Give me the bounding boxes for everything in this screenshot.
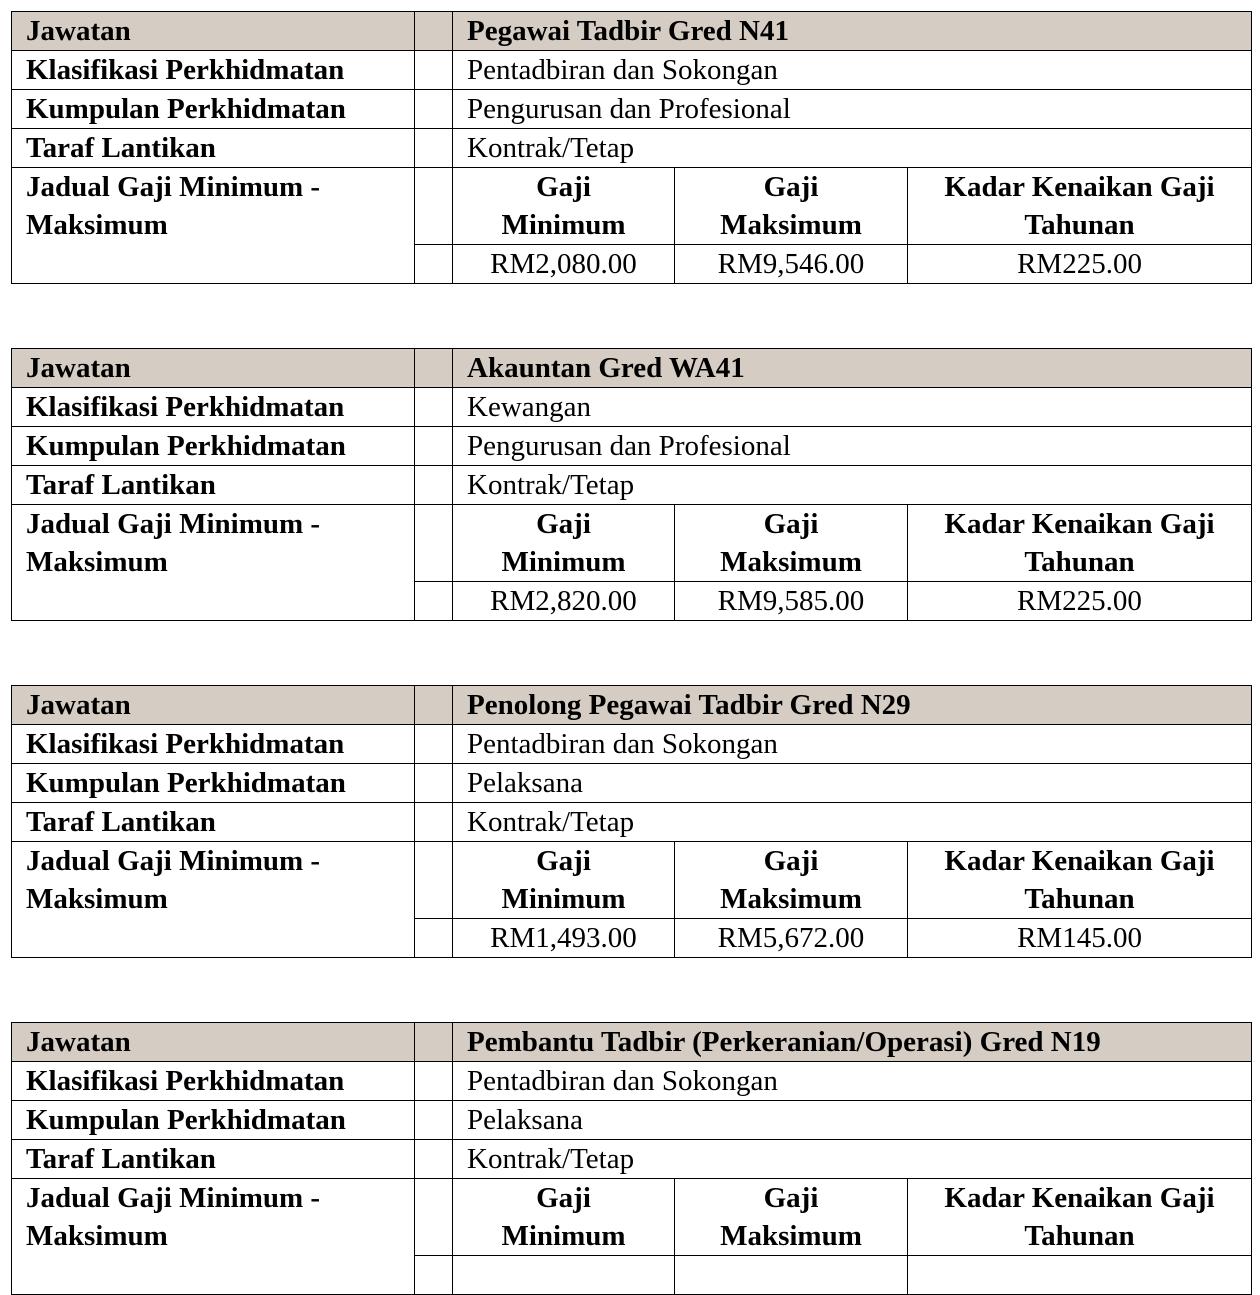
row-jadual-header xyxy=(12,505,1252,582)
job-table-4 xyxy=(11,1022,1252,1295)
label-jadual-gaji xyxy=(12,1179,415,1295)
kadar-kenaikan-value xyxy=(908,1256,1252,1295)
taraf-value: Kontrak/Tetap xyxy=(453,803,1252,842)
header-gaji-maksimum xyxy=(675,842,908,919)
kumpulan-value: Pelaksana xyxy=(453,1101,1252,1140)
label-taraf: Taraf Lantikan xyxy=(12,803,415,842)
spacer-cell xyxy=(415,168,453,245)
spacer-cell xyxy=(415,427,453,466)
row-klasifikasi xyxy=(12,725,1252,764)
header-gaji-maksimum-line2: Maksimum xyxy=(720,209,862,241)
taraf-value: Kontrak/Tetap xyxy=(453,129,1252,168)
label-jadual-line2: Maksimum xyxy=(26,883,168,915)
gaji-maksimum-value: RM5,672.00 xyxy=(675,919,908,958)
header-kadar-line1: Kadar Kenaikan Gaji xyxy=(944,845,1215,877)
header-kadar-line1: Kadar Kenaikan Gaji xyxy=(944,1182,1215,1214)
klasifikasi-value: Pentadbiran dan Sokongan xyxy=(453,725,1252,764)
spacer-cell xyxy=(415,51,453,90)
klasifikasi-value: Pentadbiran dan Sokongan xyxy=(453,1062,1252,1101)
label-jadual-line1: Jadual Gaji Minimum - xyxy=(26,171,321,203)
header-kadar-line2: Tahunan xyxy=(1024,883,1135,915)
gaji-minimum-value: RM2,820.00 xyxy=(453,582,675,621)
job-table-1 xyxy=(11,11,1252,284)
label-klasifikasi: Klasifikasi Perkhidmatan xyxy=(12,388,415,427)
header-gaji-maksimum xyxy=(675,505,908,582)
label-jadual-line2: Maksimum xyxy=(26,209,168,241)
header-gaji-minimum-line2: Minimum xyxy=(501,546,626,578)
header-gaji-maksimum-line1: Gaji xyxy=(763,508,819,540)
header-gaji-maksimum xyxy=(675,168,908,245)
spacer-cell xyxy=(415,90,453,129)
header-gaji-minimum-line2: Minimum xyxy=(501,1220,626,1252)
row-klasifikasi xyxy=(12,51,1252,90)
row-klasifikasi xyxy=(12,388,1252,427)
spacer-cell xyxy=(415,1256,453,1295)
gaji-minimum-value: RM1,493.00 xyxy=(453,919,675,958)
spacer-cell xyxy=(415,1179,453,1256)
header-kadar-kenaikan xyxy=(908,842,1252,919)
header-gaji-minimum-line1: Gaji xyxy=(536,1182,591,1214)
label-jadual-line1: Jadual Gaji Minimum - xyxy=(26,1182,321,1214)
header-gaji-maksimum-line2: Maksimum xyxy=(720,1220,862,1252)
label-jawatan: Jawatan xyxy=(12,12,415,51)
header-gaji-minimum-line1: Gaji xyxy=(536,845,591,877)
header-gaji-minimum-line2: Minimum xyxy=(501,883,626,915)
label-klasifikasi: Klasifikasi Perkhidmatan xyxy=(12,725,415,764)
header-gaji-minimum-line1: Gaji xyxy=(536,171,591,203)
row-klasifikasi xyxy=(12,1062,1252,1101)
kumpulan-value: Pengurusan dan Profesional xyxy=(453,427,1252,466)
klasifikasi-value: Kewangan xyxy=(453,388,1252,427)
header-gaji-minimum xyxy=(453,1179,675,1256)
label-jadual-line1: Jadual Gaji Minimum - xyxy=(26,845,321,877)
spacer-cell xyxy=(415,1062,453,1101)
spacer-cell xyxy=(415,1140,453,1179)
spacer-cell xyxy=(415,764,453,803)
spacer-cell xyxy=(415,686,453,725)
kadar-kenaikan-value: RM145.00 xyxy=(908,919,1252,958)
header-kadar-kenaikan xyxy=(908,168,1252,245)
label-jadual-gaji xyxy=(12,168,415,284)
header-kadar-kenaikan xyxy=(908,1179,1252,1256)
kumpulan-value: Pelaksana xyxy=(453,764,1252,803)
spacer-cell xyxy=(415,245,453,284)
row-jawatan xyxy=(12,12,1252,51)
spacer-cell xyxy=(415,842,453,919)
spacer-cell xyxy=(415,505,453,582)
row-jadual-header xyxy=(12,842,1252,919)
header-gaji-minimum xyxy=(453,842,675,919)
jawatan-value: Pembantu Tadbir (Perkeranian/Operasi) Gred N19 xyxy=(453,1023,1252,1062)
row-jawatan xyxy=(12,349,1252,388)
label-jadual-line2: Maksimum xyxy=(26,1220,168,1252)
spacer-cell xyxy=(415,129,453,168)
header-kadar-line2: Tahunan xyxy=(1024,209,1135,241)
header-gaji-maksimum-line2: Maksimum xyxy=(720,546,862,578)
taraf-value: Kontrak/Tetap xyxy=(453,1140,1252,1179)
label-kumpulan: Kumpulan Perkhidmatan xyxy=(12,90,415,129)
label-jawatan: Jawatan xyxy=(12,1023,415,1062)
klasifikasi-value: Pentadbiran dan Sokongan xyxy=(453,51,1252,90)
row-jawatan xyxy=(12,1023,1252,1062)
kadar-kenaikan-value: RM225.00 xyxy=(908,582,1252,621)
gaji-minimum-value: RM2,080.00 xyxy=(453,245,675,284)
label-kumpulan: Kumpulan Perkhidmatan xyxy=(12,1101,415,1140)
label-taraf: Taraf Lantikan xyxy=(12,466,415,505)
header-gaji-maksimum-line1: Gaji xyxy=(763,1182,819,1214)
header-gaji-minimum-line2: Minimum xyxy=(501,209,626,241)
row-taraf xyxy=(12,1140,1252,1179)
label-jawatan: Jawatan xyxy=(12,349,415,388)
jawatan-value: Penolong Pegawai Tadbir Gred N29 xyxy=(453,686,1252,725)
label-kumpulan: Kumpulan Perkhidmatan xyxy=(12,427,415,466)
gaji-maksimum-value xyxy=(675,1256,908,1295)
row-kumpulan xyxy=(12,427,1252,466)
spacer-cell xyxy=(415,1101,453,1140)
header-gaji-maksimum-line2: Maksimum xyxy=(720,883,862,915)
header-gaji-minimum-line1: Gaji xyxy=(536,508,591,540)
header-kadar-line1: Kadar Kenaikan Gaji xyxy=(944,508,1215,540)
header-gaji-maksimum-line1: Gaji xyxy=(763,845,819,877)
label-klasifikasi: Klasifikasi Perkhidmatan xyxy=(12,1062,415,1101)
spacer-cell xyxy=(415,12,453,51)
spacer-cell xyxy=(415,388,453,427)
job-table-2 xyxy=(11,348,1252,621)
job-table-3 xyxy=(11,685,1252,958)
header-kadar-line2: Tahunan xyxy=(1024,1220,1135,1252)
header-kadar-kenaikan xyxy=(908,505,1252,582)
label-taraf: Taraf Lantikan xyxy=(12,1140,415,1179)
row-kumpulan xyxy=(12,90,1252,129)
label-jadual-gaji xyxy=(12,842,415,958)
header-gaji-maksimum-line1: Gaji xyxy=(763,171,819,203)
taraf-value: Kontrak/Tetap xyxy=(453,466,1252,505)
label-jadual-gaji xyxy=(12,505,415,621)
label-jadual-line2: Maksimum xyxy=(26,546,168,578)
label-klasifikasi: Klasifikasi Perkhidmatan xyxy=(12,51,415,90)
spacer-cell xyxy=(415,466,453,505)
row-kumpulan xyxy=(12,764,1252,803)
spacer-cell xyxy=(415,919,453,958)
row-taraf xyxy=(12,803,1252,842)
row-taraf xyxy=(12,466,1252,505)
row-jadual-header xyxy=(12,1179,1252,1256)
jawatan-value: Pegawai Tadbir Gred N41 xyxy=(453,12,1252,51)
kumpulan-value: Pengurusan dan Profesional xyxy=(453,90,1252,129)
gaji-maksimum-value: RM9,585.00 xyxy=(675,582,908,621)
jawatan-value: Akauntan Gred WA41 xyxy=(453,349,1252,388)
row-kumpulan xyxy=(12,1101,1252,1140)
kadar-kenaikan-value: RM225.00 xyxy=(908,245,1252,284)
label-jadual-line1: Jadual Gaji Minimum - xyxy=(26,508,321,540)
spacer-cell xyxy=(415,1023,453,1062)
row-taraf xyxy=(12,129,1252,168)
gaji-minimum-value xyxy=(453,1256,675,1295)
label-taraf: Taraf Lantikan xyxy=(12,129,415,168)
header-kadar-line2: Tahunan xyxy=(1024,546,1135,578)
row-jawatan xyxy=(12,686,1252,725)
spacer-cell xyxy=(415,725,453,764)
spacer-cell xyxy=(415,582,453,621)
gaji-maksimum-value: RM9,546.00 xyxy=(675,245,908,284)
header-kadar-line1: Kadar Kenaikan Gaji xyxy=(944,171,1215,203)
spacer-cell xyxy=(415,803,453,842)
spacer-cell xyxy=(415,349,453,388)
label-jawatan: Jawatan xyxy=(12,686,415,725)
header-gaji-minimum xyxy=(453,168,675,245)
row-jadual-header xyxy=(12,168,1252,245)
header-gaji-minimum xyxy=(453,505,675,582)
label-kumpulan: Kumpulan Perkhidmatan xyxy=(12,764,415,803)
header-gaji-maksimum xyxy=(675,1179,908,1256)
